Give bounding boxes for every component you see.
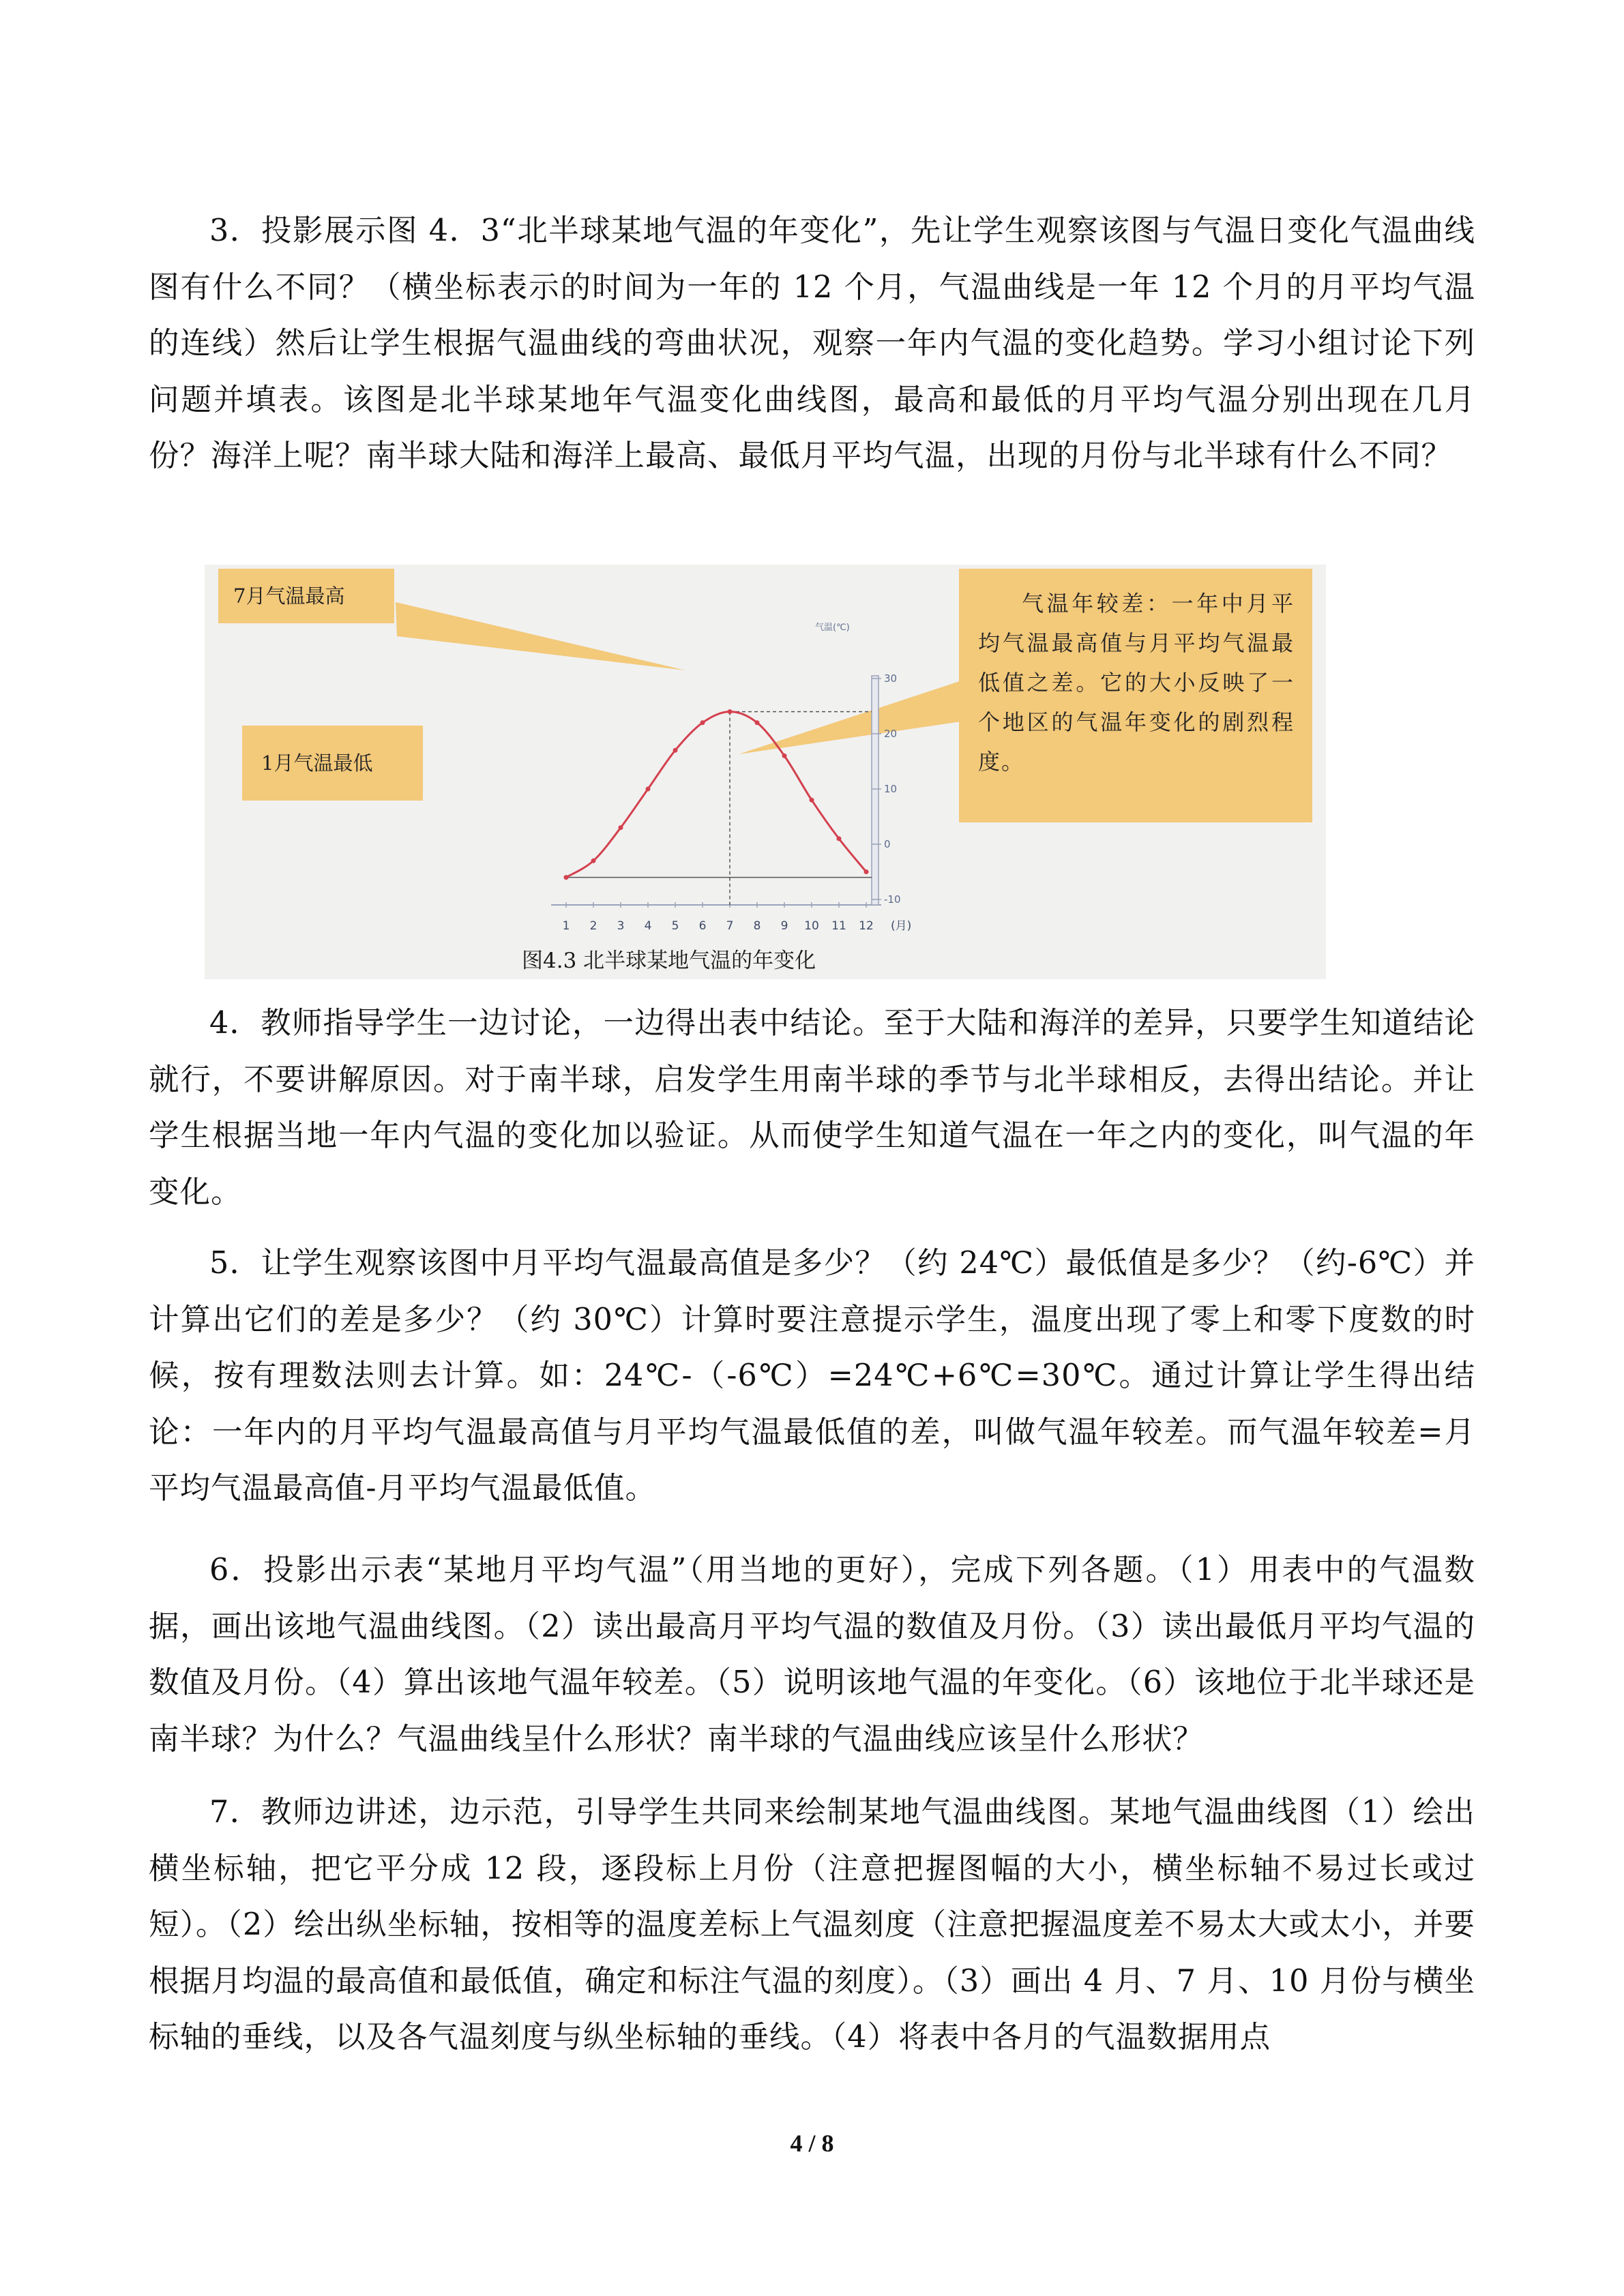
x-tick-label: 9: [780, 919, 788, 933]
data-point: [837, 836, 842, 841]
data-point: [591, 859, 596, 863]
data-point: [782, 754, 787, 758]
figure-4-3: [205, 565, 1326, 979]
x-tick-label: 1: [562, 919, 570, 933]
callout-range-text: 气温年较差：一年中月平均气温最高值与月平均气温最低值之差。它的大小反映了一个地区的气温年变化的剧烈程度。: [978, 591, 1295, 775]
y-tick-label: 20: [884, 728, 898, 740]
y-tick-label: 30: [884, 672, 898, 685]
y-tick-label: -10: [884, 893, 901, 906]
callout-range-box: [959, 569, 1312, 822]
x-tick-label: 5: [671, 919, 679, 933]
callout-max-box: [218, 569, 394, 623]
callout-min-text: 1月气温最低: [261, 751, 373, 775]
x-tick-label: 4: [644, 919, 652, 933]
paragraph-4: 4．教师指导学生一边讨论，一边得出表中结论。至于大陆和海洋的差异，只要学生知道结论就行，不要讲解原因。对于南半球，启发学生用南半球的季节与北半球相反，去得出结论。并让学生根据当地一年内气温的变化加以验证。从而使学生知道气温在一年之内的变化，叫气温的年变化。: [149, 1006, 1475, 1210]
data-point: [755, 720, 760, 725]
x-tick-label: 2: [589, 919, 597, 933]
x-tick-label: 12: [859, 919, 874, 933]
data-point: [700, 720, 705, 725]
paragraph-7: 7．教师边讲述，边示范，引导学生共同来绘制某地气温曲线图。某地气温曲线图（1）绘出横坐标轴，把它平分成 12 段，逐段标上月份（注意把握图幅的大小，横坐标轴不易过长或过短）。（2）绘出纵坐标轴，按相等的温度差标上气温刻度（注意把握温度差不易太大或太小，并要根据月均温的最高值和最低值，确定和标注气温的刻度）。（3）画出 4 月、7 月、10 月份与横坐标轴的垂线，以及各气温刻度与纵坐标轴的垂线。（4）将表中各月的气温数据用点: [149, 1795, 1475, 2055]
callout-range-pointer: [739, 681, 962, 754]
callout-min-box: [242, 726, 423, 801]
paragraph-3: 3．投影展示图 4．3“北半球某地气温的年变化”，先让学生观察该图与气温日变化气温曲线图有什么不同？（横坐标表示的时间为一年的 12 个月，气温曲线是一年 12 个月的月平均气温的连线）然后让学生根据气温曲线的弯曲状况，观察一年内气温的变化趋势。学习小组讨论下列问题并填表。该图是北半球某地年气温变化曲线图，最高和最低的月平均气温分别出现在几月份？海洋上呢？南半球大陆和海洋上最高、最低月平均气温，出现的月份与北半球有什么不同？: [149, 213, 1475, 473]
data-point: [864, 869, 869, 874]
paragraph-5: 5．让学生观察该图中月平均气温最高值是多少？（约 24℃）最低值是多少？（约-6℃）并计算出它们的差是多少？（约 30℃）计算时要注意提示学生，温度出现了零上和零下度数的时候，按有理数法则去计算。如：24℃-（-6℃）=24℃+6℃=30℃。通过计算让学生得出结论：一年内的月平均气温最高值与月平均气温最低值的差，叫做气温年较差。而气温年较差=月平均气温最高值-月平均气温最低值。: [149, 1246, 1475, 1506]
data-point: [646, 787, 651, 792]
x-tick-label: 7: [726, 919, 734, 933]
y-axis-label: 气温(℃): [815, 623, 850, 633]
data-point: [810, 798, 814, 803]
x-unit-label: (月): [891, 919, 912, 933]
page-number: 4 / 8: [790, 2130, 834, 2157]
data-point: [564, 875, 569, 880]
figure-caption: 图4.3 北半球某地气温的年变化: [522, 949, 816, 973]
x-tick-label: 6: [698, 919, 707, 933]
data-point: [673, 748, 678, 753]
y-tick-label: 10: [884, 783, 898, 795]
data-point: [619, 825, 623, 830]
x-tick-label: 10: [804, 919, 819, 933]
callout-max-text: 7月气温最高: [233, 584, 345, 608]
y-axis: [872, 676, 879, 905]
x-tick-label: 11: [831, 919, 846, 933]
callout-max-pointer: [396, 602, 685, 670]
x-tick-label: 3: [617, 919, 625, 933]
y-tick-label: 0: [884, 838, 891, 850]
paragraph-6: 6．投影出示表“某地月平均气温”（用当地的更好），完成下列各题。（1）用表中的气温数据，画出该地气温曲线图。（2）读出最高月平均气温的数值及月份。（3）读出最低月平均气温的数值及月份。（4）算出该地气温年较差。（5）说明该地气温的年变化。（6）该地位于北半球还是南半球？为什么？气温曲线呈什么形状？南半球的气温曲线应该呈什么形状？: [149, 1553, 1475, 1757]
data-point: [728, 709, 733, 714]
x-tick-label: 8: [753, 919, 761, 933]
